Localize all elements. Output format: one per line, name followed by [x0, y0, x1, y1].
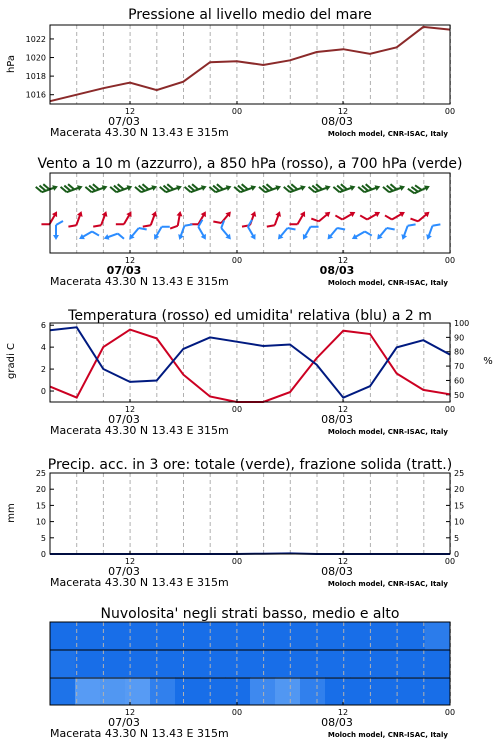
cloud-cell: [425, 622, 451, 650]
pressure-line: [50, 27, 450, 101]
y-tick-label: 10: [35, 517, 46, 527]
cloud-cell: [150, 622, 176, 650]
y-tick-label: 25: [454, 469, 465, 478]
wind-barb: [358, 180, 381, 197]
cloud-cell: [275, 622, 301, 650]
y-tick-label: 0: [40, 387, 46, 397]
wind-barb: [408, 180, 431, 198]
wind-barb: [375, 223, 395, 244]
y-tick-label: 15: [35, 501, 46, 511]
pressure-title: Pressione al livello medio del mare: [128, 7, 372, 23]
wind-barb: [53, 221, 63, 240]
precipitation-frame: [50, 473, 450, 554]
x-tick-label: 12: [124, 107, 136, 116]
cloud-cell: [50, 677, 76, 705]
wind-barb: [103, 229, 124, 245]
x-tick-label: 12: [337, 557, 349, 566]
cloud-cell: [200, 650, 226, 678]
cloud-cell: [350, 622, 376, 650]
cloud-panel: [50, 606, 455, 740]
y-tick-label: 25: [35, 469, 46, 478]
y-tick-label: 1020: [25, 53, 46, 63]
x-tick-label: 00: [444, 405, 456, 414]
wind-barb: [383, 180, 406, 197]
cloud-cell: [275, 677, 301, 705]
cloud-cell: [75, 677, 101, 705]
cloud-cell: [400, 622, 426, 650]
cloud-cell: [325, 650, 351, 678]
wind-barb: [85, 180, 108, 197]
cloud-cell: [150, 650, 176, 678]
wind-barb: [424, 221, 440, 242]
wind-barb: [360, 206, 381, 224]
cloud-cell: [200, 622, 226, 650]
cloud-cell: [300, 650, 326, 678]
date-label: 07/03: [108, 115, 140, 128]
date-label: 08/03: [321, 413, 353, 426]
wind-barb: [311, 206, 332, 226]
y-tick-label: 6: [40, 321, 46, 331]
cloud-cell: [400, 650, 426, 678]
cloud-cell: [175, 650, 201, 678]
x-tick-label: 00: [444, 708, 456, 717]
date-label: 08/03: [319, 264, 355, 277]
wind-barb: [309, 180, 332, 197]
y-tick-label: 60: [454, 376, 465, 386]
x-tick-label: 12: [337, 405, 349, 414]
x-tick-label: 00: [444, 557, 456, 566]
location-label: Macerata 43.30 N 13.43 E 315m: [50, 126, 229, 139]
cloud-cell: [125, 650, 151, 678]
y-tick-label: 1022: [25, 34, 46, 44]
wind-barb: [333, 180, 356, 197]
y-tick-label: 2: [40, 365, 46, 375]
pressure-ylabel: hPa: [6, 54, 17, 74]
date-label: 07/03: [108, 565, 140, 578]
x-tick-label: 00: [444, 256, 456, 265]
wind-barb: [170, 210, 183, 230]
y-tick-label: 20: [35, 485, 46, 495]
model-credit: Moloch model, CNR-ISAC, Italy: [327, 279, 448, 287]
wind-barb: [335, 206, 356, 224]
cloud-cell: [400, 677, 426, 705]
cloud-cell: [325, 622, 351, 650]
cloud-cell: [425, 650, 451, 678]
location-label: Macerata 43.30 N 13.43 E 315m: [50, 727, 229, 740]
y-tick-label: 1016: [25, 90, 46, 100]
x-tick-label: 12: [124, 708, 136, 717]
cloud-cell: [300, 677, 326, 705]
cloud-cell: [225, 622, 251, 650]
cloud-cell: [425, 677, 451, 705]
cloud-cell: [175, 622, 201, 650]
x-tick-label: 12: [337, 708, 349, 717]
precipitation-panel: [6, 457, 464, 589]
y-tick-label: 15: [454, 501, 465, 511]
pressure-frame: [50, 25, 450, 104]
cloud-cell: [125, 677, 151, 705]
cloud-cell: [75, 622, 101, 650]
wind-barb: [242, 209, 258, 230]
x-tick-label: 00: [231, 256, 243, 265]
cloud-cell: [175, 677, 201, 705]
cloud-cell: [150, 677, 176, 705]
temperature-title: Temperatura (rosso) ed umidita' relativa (blu) a 2 m: [68, 308, 432, 324]
wind-barb: [400, 221, 416, 242]
wind-barb: [289, 208, 307, 229]
wind-barb: [135, 180, 158, 197]
x-tick-label: 00: [444, 107, 456, 116]
wind-barb: [209, 180, 232, 197]
wind-barb: [284, 180, 307, 197]
humidity-ylabel: %: [483, 356, 493, 367]
y-tick-label: 70: [454, 362, 465, 372]
cloud-cell: [350, 677, 376, 705]
wind-barb: [160, 180, 183, 197]
wind-barb: [36, 180, 59, 197]
cloud-cell: [250, 677, 276, 705]
temperature-panel: [6, 308, 493, 437]
cloud-cell: [75, 650, 101, 678]
cloud-cell: [225, 677, 251, 705]
wind-barb: [243, 220, 261, 241]
wind-barb: [61, 180, 84, 197]
wind-barb: [116, 208, 134, 229]
date-label: 08/03: [321, 565, 353, 578]
x-tick-label: 12: [124, 557, 136, 566]
x-tick-label: 00: [231, 107, 243, 116]
y-tick-label: 5: [454, 533, 460, 543]
y-tick-label: 20: [454, 485, 465, 495]
y-tick-label: 80: [454, 347, 465, 357]
wind-barb: [300, 222, 318, 243]
wind-barb: [410, 206, 431, 226]
wind-barb: [267, 209, 283, 230]
cloud-cell: [325, 677, 351, 705]
y-tick-label: 4: [40, 343, 46, 353]
y-tick-label: 5: [40, 533, 46, 543]
model-credit: Moloch model, CNR-ISAC, Italy: [327, 731, 448, 739]
cloud-cell: [275, 650, 301, 678]
wind-barb: [325, 223, 345, 244]
wind-barb: [93, 209, 109, 230]
wind-barb: [194, 220, 212, 241]
cloud-cell: [250, 622, 276, 650]
wind-barb: [259, 180, 282, 197]
cloud-cell: [200, 677, 226, 705]
model-credit: Moloch model, CNR-ISAC, Italy: [327, 428, 448, 436]
x-tick-label: 12: [124, 256, 136, 265]
pressure-panel: [6, 7, 455, 139]
location-label: Macerata 43.30 N 13.43 E 315m: [50, 275, 229, 288]
x-tick-label: 12: [337, 256, 349, 265]
location-label: Macerata 43.30 N 13.43 E 315m: [50, 424, 229, 437]
cloud-cell: [125, 622, 151, 650]
cloud-cell: [300, 622, 326, 650]
x-tick-label: 00: [231, 557, 243, 566]
y-tick-label: 0: [40, 550, 46, 559]
x-tick-label: 00: [231, 405, 243, 414]
precipitation-title: Precip. acc. in 3 ore: totale (verde), frazione solida (tratt.): [47, 457, 453, 473]
cloud-cell: [50, 650, 76, 678]
date-label: 08/03: [321, 115, 353, 128]
precipitation-ylabel: mm: [6, 503, 17, 523]
wind-panel: [36, 156, 463, 288]
cloud-title: Nuvolosita' negli strati basso, medio e alto: [100, 606, 400, 622]
wind-barb: [152, 222, 170, 243]
wind-barb: [276, 223, 296, 244]
cloud-cell: [50, 622, 76, 650]
date-label: 07/03: [108, 716, 140, 729]
wind-title: Vento a 10 m (azzurro), a 850 hPa (rosso), a 700 hPa (verde): [37, 156, 463, 172]
wind-barb: [185, 180, 208, 197]
location-label: Macerata 43.30 N 13.43 E 315m: [50, 576, 229, 589]
wind-barb: [234, 180, 257, 197]
wind-barb: [385, 206, 406, 224]
cloud-cell: [250, 650, 276, 678]
x-tick-label: 12: [124, 405, 136, 414]
date-label: 07/03: [106, 264, 142, 277]
wind-barb: [350, 227, 371, 245]
x-tick-label: 12: [337, 107, 349, 116]
y-tick-label: 90: [454, 333, 465, 343]
temperature-ylabel: gradi C: [6, 343, 17, 379]
y-tick-label: 0: [454, 550, 460, 559]
y-tick-label: 100: [454, 319, 470, 328]
x-tick-label: 00: [231, 708, 243, 717]
cloud-cell: [225, 650, 251, 678]
date-label: 08/03: [321, 716, 353, 729]
model-credit: Moloch model, CNR-ISAC, Italy: [327, 580, 448, 588]
y-tick-label: 10: [454, 517, 465, 527]
y-tick-label: 50: [454, 390, 465, 400]
y-tick-label: 1018: [25, 72, 46, 82]
temperature-line: [50, 330, 450, 402]
date-label: 07/03: [108, 413, 140, 426]
cloud-cell: [350, 650, 376, 678]
wind-barb: [78, 227, 99, 245]
model-credit: Moloch model, CNR-ISAC, Italy: [327, 130, 448, 138]
